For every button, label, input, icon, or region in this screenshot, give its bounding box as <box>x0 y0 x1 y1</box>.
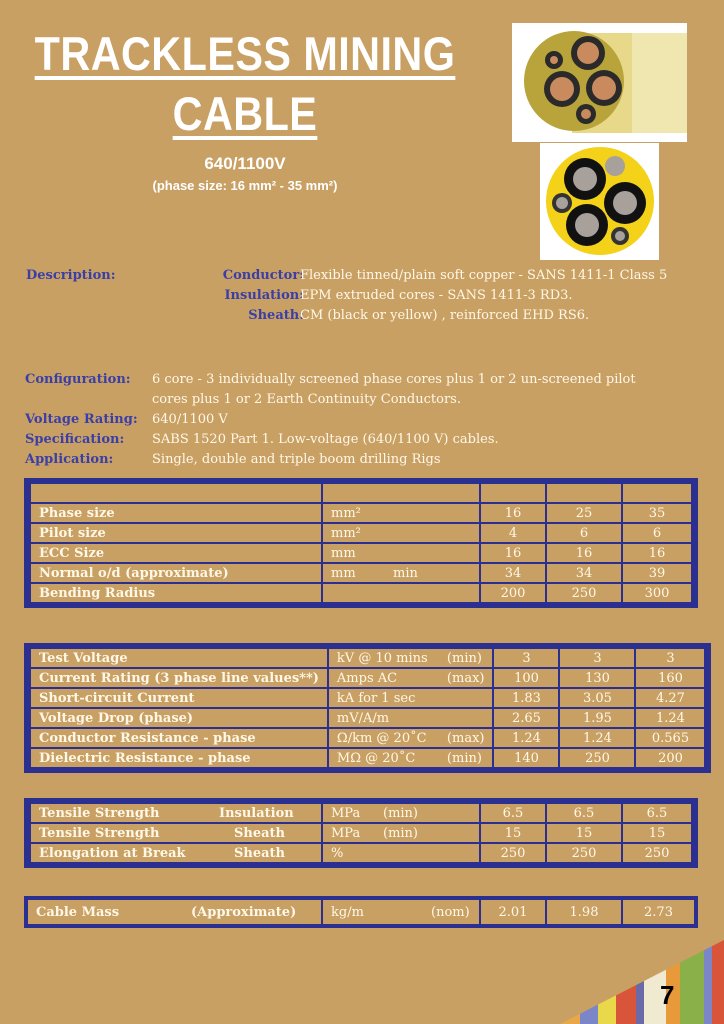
description-title: Description: <box>26 268 116 283</box>
value-35: 300 <box>622 583 692 603</box>
value-25: 250 <box>559 748 635 768</box>
value-16: 200 <box>480 583 546 603</box>
value-25: 25 <box>546 503 622 523</box>
value-25: 6.5 <box>546 803 622 823</box>
value-35: 1.24 <box>635 708 705 728</box>
table-row <box>30 483 692 503</box>
property-text: Cable Mass <box>36 904 120 920</box>
row-name <box>30 823 322 843</box>
value-25: 6 <box>546 523 622 543</box>
row-name: Voltage Drop (phase) <box>30 708 328 728</box>
mass-table <box>24 896 698 928</box>
desc-label: Sheath: <box>248 308 304 323</box>
spec-label: Specification: <box>25 432 125 447</box>
mechanical-table <box>24 798 698 868</box>
property-text: Tensile Strength <box>39 825 160 841</box>
unit-text: MΩ @ 20˚C <box>336 750 416 766</box>
spec-row-specification <box>25 430 715 450</box>
table-row <box>30 563 692 583</box>
unit-text: kg/m <box>331 904 364 920</box>
value-16: 1.83 <box>493 688 559 708</box>
spec-value: Single, double and triple boom drilling Rigs <box>152 452 441 467</box>
dimensions-table <box>24 478 698 608</box>
value-35: 200 <box>635 748 705 768</box>
value-16: 100 <box>493 668 559 688</box>
row-name: Normal o/d (approximate) <box>30 563 322 583</box>
row-name: ECC Size <box>30 543 322 563</box>
unit-text: Ω/km @ 20˚C <box>336 730 427 746</box>
value-16: 16 <box>480 503 546 523</box>
property-text: Elongation at Break <box>39 845 186 861</box>
qualifier-text: min <box>393 565 418 581</box>
spec-label: Application: <box>25 452 114 467</box>
sub-text: (Approximate) <box>191 904 297 920</box>
row-name: Conductor Resistance - phase <box>30 728 328 748</box>
qualifier-text: (min) <box>383 805 419 821</box>
value-35: 250 <box>622 843 692 863</box>
value-35: 0.565 <box>635 728 705 748</box>
value-35: 2.73 <box>622 899 695 925</box>
value-16: 4 <box>480 523 546 543</box>
title-block <box>0 24 490 193</box>
unit-text: mm <box>331 565 356 581</box>
desc-row-sheath <box>26 308 716 328</box>
desc-value: CM (black or yellow) , reinforced EHD RS6. <box>300 308 590 323</box>
value-25: 3.05 <box>559 688 635 708</box>
sub-text: Sheath <box>234 845 285 861</box>
row-unit <box>322 803 480 823</box>
row-unit <box>322 583 480 603</box>
row-name: Bending Radius <box>30 583 322 603</box>
value-16: 34 <box>480 563 546 583</box>
title-line-2: CABLE <box>172 87 318 140</box>
voltage-subtitle: 640/1100V <box>204 154 286 173</box>
value-16: 2.01 <box>480 899 546 925</box>
row-unit <box>328 748 494 768</box>
row-name <box>30 843 322 863</box>
unit-text: MPa <box>331 805 361 821</box>
value-16: 250 <box>480 843 546 863</box>
row-unit: mm² <box>322 523 480 543</box>
desc-value: EPM extruded cores - SANS 1411-3 RD3. <box>300 288 573 303</box>
table-row <box>30 668 705 688</box>
table-row <box>30 728 705 748</box>
value-25: 1.98 <box>546 899 622 925</box>
spec-label: Configuration: <box>25 372 131 387</box>
value-35: 15 <box>622 823 692 843</box>
table-row <box>30 688 705 708</box>
sub-text: Sheath <box>234 825 285 841</box>
row-unit: mm <box>322 543 480 563</box>
spec-row-voltage <box>25 410 715 430</box>
row-unit <box>322 563 480 583</box>
unit-text: Amps AC <box>336 670 398 686</box>
value-16: 1.24 <box>493 728 559 748</box>
value-35: 35 <box>622 503 692 523</box>
value-35: 160 <box>635 668 705 688</box>
value-25: 250 <box>546 583 622 603</box>
value-25: 1.24 <box>559 728 635 748</box>
row-unit <box>322 899 480 925</box>
row-unit <box>328 728 494 748</box>
qualifier-text: (min) <box>383 825 419 841</box>
qualifier-text: (min) <box>446 650 482 666</box>
property-text: Tensile Strength <box>39 805 160 821</box>
row-name: Pilot size <box>30 523 322 543</box>
spec-value: 6 core - 3 individually screened phase cores plus 1 or 2 un-screened pilot cores plus 1 or 2 Earth Continuity Conductors. <box>152 372 636 407</box>
value-25: 34 <box>546 563 622 583</box>
value-16: 2.65 <box>493 708 559 728</box>
table-row <box>30 583 692 603</box>
row-name: Phase size <box>30 503 322 523</box>
table-row <box>30 803 692 823</box>
row-name: Current Rating (3 phase line values**) <box>30 668 328 688</box>
unit-text: MPa <box>331 825 361 841</box>
value-35: 39 <box>622 563 692 583</box>
table-row <box>30 543 692 563</box>
value-25: 16 <box>546 543 622 563</box>
value-25: 15 <box>546 823 622 843</box>
value-35: 6 <box>622 523 692 543</box>
cable-photo <box>512 23 687 142</box>
row-unit <box>322 823 480 843</box>
value-25: 130 <box>559 668 635 688</box>
table-row <box>30 708 705 728</box>
value-25: 250 <box>546 843 622 863</box>
table-row <box>27 899 695 925</box>
specs-section <box>25 370 715 470</box>
value-35: 3 <box>635 648 705 668</box>
row-name: Short-circuit Current <box>30 688 328 708</box>
table-row <box>30 823 692 843</box>
cable-cross-section-diagram <box>540 143 659 260</box>
desc-label: Insulation: <box>224 288 304 303</box>
phase-size-subtitle: (phase size: 16 mm² - 35 mm²) <box>152 178 338 193</box>
spec-label: Voltage Rating: <box>25 412 138 427</box>
row-unit: % <box>322 843 480 863</box>
desc-row-conductor <box>26 268 716 288</box>
value-35: 16 <box>622 543 692 563</box>
value-35: 6.5 <box>622 803 692 823</box>
row-name <box>30 803 322 823</box>
value-16: 3 <box>493 648 559 668</box>
table-row <box>30 523 692 543</box>
spec-value: SABS 1520 Part 1. Low-voltage (640/1100 V) cables. <box>152 432 499 447</box>
spec-row-application <box>25 450 715 470</box>
title-line-1: TRACKLESS MINING <box>34 27 456 80</box>
value-25: 3 <box>559 648 635 668</box>
spec-value: 640/1100 V <box>152 412 228 427</box>
value-16: 16 <box>480 543 546 563</box>
row-name: Test Voltage <box>30 648 328 668</box>
row-unit: mm² <box>322 503 480 523</box>
desc-label: Conductor: <box>222 268 304 283</box>
row-unit: kA for 1 sec <box>328 688 494 708</box>
row-unit <box>328 668 494 688</box>
value-16: 15 <box>480 823 546 843</box>
qualifier-text: (nom) <box>431 904 470 920</box>
table-row <box>30 843 692 863</box>
value-25: 1.95 <box>559 708 635 728</box>
qualifier-text: (max) <box>446 670 485 686</box>
desc-value: Flexible tinned/plain soft copper - SANS 1411-1 Class 5 <box>300 268 668 283</box>
row-unit <box>328 648 494 668</box>
unit-text: kV @ 10 mins <box>336 650 428 666</box>
desc-row-insulation <box>26 288 716 308</box>
value-35: 4.27 <box>635 688 705 708</box>
value-16: 140 <box>493 748 559 768</box>
electrical-table <box>24 643 711 773</box>
qualifier-text: (max) <box>446 730 485 746</box>
table-row <box>30 748 705 768</box>
value-16: 6.5 <box>480 803 546 823</box>
sub-text: Insulation <box>219 805 294 821</box>
page-number: 7 <box>660 980 675 1010</box>
table-row <box>30 648 705 668</box>
row-name <box>27 899 322 925</box>
qualifier-text: (min) <box>446 750 482 766</box>
row-unit: mV/A/m <box>328 708 494 728</box>
footer-cable-graphic <box>560 940 724 1024</box>
spec-row-configuration <box>25 370 715 410</box>
table-row <box>30 503 692 523</box>
row-name: Dielectric Resistance - phase <box>30 748 328 768</box>
